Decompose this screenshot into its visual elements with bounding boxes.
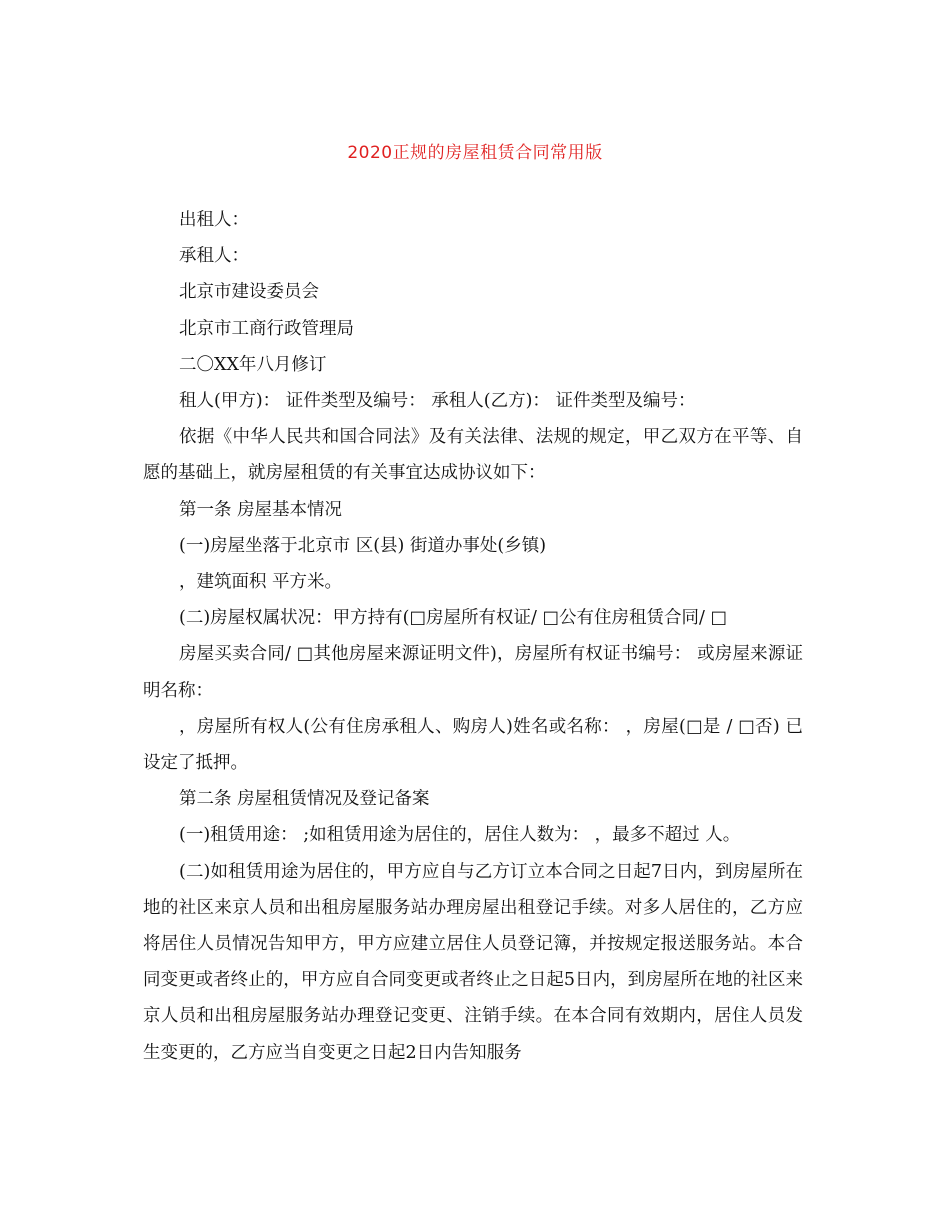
paragraph-article-2-item-2: (二)如租赁用途为居住的，甲方应自与乙方订立本合同之日起7日内，到房屋所在地的社区来京人员和出租房屋服务站办理房屋出租登记手续。对多人居住的，乙方应将居住人员情况告知甲方，甲方应建立居住人员登记簿，并按规定报送服务站。本合同变更或者终止的，甲方应自合同变更或者终止之日起5日内，到房屋所在地的社区来京人员和出租房屋服务站办理登记变更、注销手续。在本合同有效期内，居住人员发生变更的，乙方应当自变更之日起2日内告知服务 — [143, 861, 803, 1063]
document-body — [143, 202, 803, 1071]
paragraph-article-2-heading: 第二条 房屋租赁情况及登记备案 — [179, 789, 430, 810]
paragraph-revision-date: 二〇XX年八月修订 — [179, 354, 327, 375]
document-title: 2020正规的房屋租赁合同常用版 — [347, 143, 603, 163]
paragraph-article-1-item-2-cont: 房屋买卖合同/ □其他房屋来源证明文件)，房屋所有权证书编号： 或房屋来源证明名称： — [143, 644, 803, 701]
paragraph-preamble: 依据《中华人民共和国合同法》及有关法律、法规的规定，甲乙双方在平等、自愿的基础上，就房屋租赁的有关事宜达成协议如下： — [143, 427, 803, 484]
paragraph-issuer-construction: 北京市建设委员会 — [179, 282, 319, 303]
paragraph-issuer-commerce: 北京市工商行政管理局 — [179, 318, 354, 339]
paragraph-article-1-owner: ，房屋所有权人(公有住房承租人、购房人)姓名或名称： ，房屋(□是 / □否) 已设定了抵押。 — [143, 716, 803, 774]
paragraph-article-1-item-1: (一)房屋坐落于北京市 区(县) 街道办事处(乡镇) — [179, 535, 547, 556]
paragraph-article-1-item-2: (二)房屋权属状况：甲方持有(□房屋所有权证/ □公有住房租赁合同/ □ — [179, 608, 728, 629]
paragraph-parties: 租人(甲方)： 证件类型及编号： 承租人(乙方)： 证件类型及编号： — [179, 391, 696, 412]
paragraph-article-1-area: ，建筑面积 平方米。 — [179, 572, 343, 593]
paragraph-article-1-heading: 第一条 房屋基本情况 — [179, 499, 343, 520]
paragraph-lessor: 出租人： — [179, 210, 249, 230]
paragraph-article-2-item-1: (一)租赁用途： ;如租赁用途为居住的，居住人数为： ，最多不超过 人。 — [179, 825, 741, 846]
paragraph-lessee: 承租人： — [179, 246, 249, 267]
